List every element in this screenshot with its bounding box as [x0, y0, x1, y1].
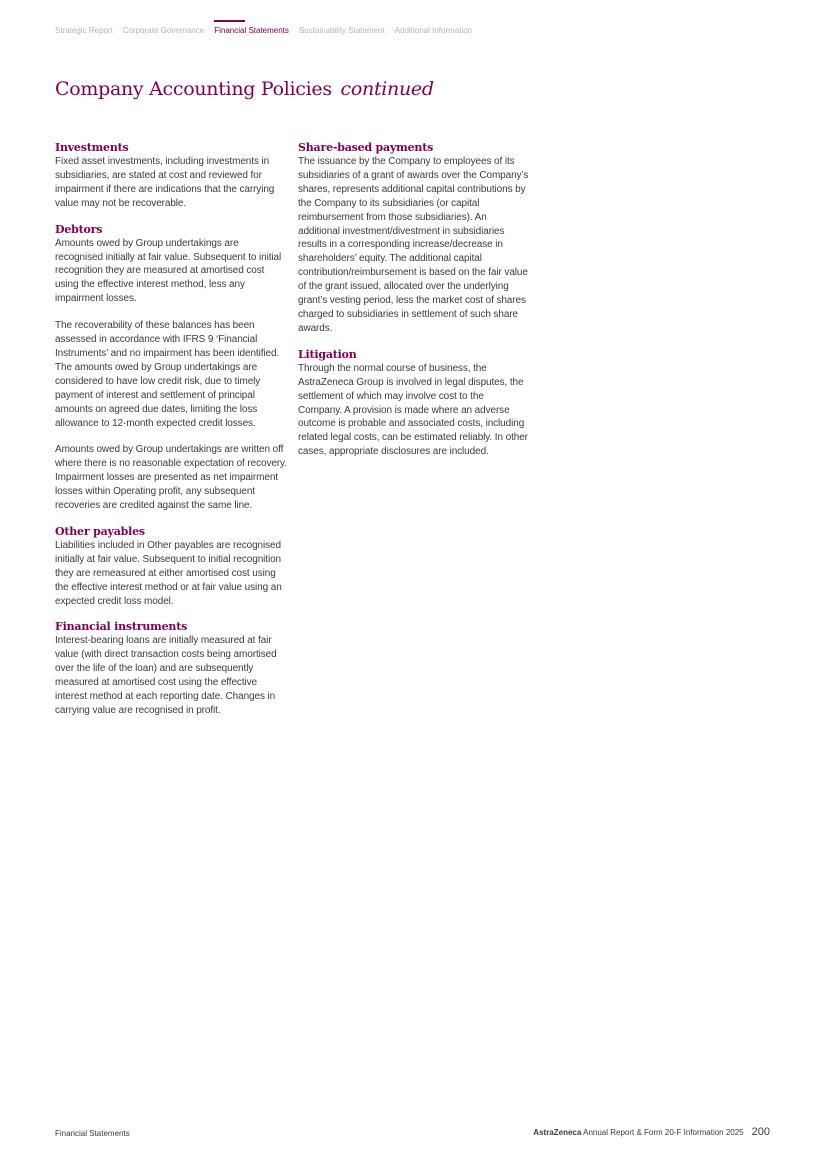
- investments-paragraph: Fixed asset investments, including investments in subsidiaries, are stated at cost and reviewed for impairment if there are indications that the carrying value may not be recoverable.: [55, 156, 275, 209]
- nav-sustainability-statement[interactable]: Sustainability Statement: [298, 26, 385, 35]
- litigation-heading: Litigation: [298, 347, 357, 361]
- top-navigation: [55, 20, 472, 42]
- section-financial-instruments: [55, 620, 287, 717]
- left-column: [55, 141, 287, 730]
- footer-report-info: [533, 1126, 770, 1138]
- financial-instruments-paragraph: Interest-bearing loans are initially measured at fair value (with direct transaction costs being amortised over the life of the loan) and are subsequently measured at amortised cost using the effective interest method at each reporting date. Changes in carrying value are recognised in profit.: [55, 635, 277, 716]
- section-litigation: [298, 348, 530, 459]
- page-title-main: Company Accounting Policies: [55, 78, 332, 100]
- nav-additional-information[interactable]: Additional Information: [394, 26, 473, 35]
- other-payables-heading: Other payables: [55, 524, 145, 538]
- financial-instruments-heading: Financial instruments: [55, 620, 188, 634]
- section-share-based-payments: [298, 141, 530, 336]
- right-column: [298, 141, 530, 471]
- debtors-paragraph-1: Amounts owed by Group undertakings are recognised initially at fair value. Subsequent to initial recognition they are measured at amortised cost using the effective interest method, less any impairment losses.: [55, 237, 282, 305]
- litigation-paragraph: Through the normal course of business, the AstraZeneca Group is involved in legal disputes, the settlement of which may involve cost to the Company. A provision is made where an adverse outcome is probable and associated costs, including related legal costs, can be estimated reliably. In other cases, appropriate disclosures are included.: [298, 362, 528, 458]
- debtors-paragraph-2: The recoverability of these balances has been assessed in accordance with IFRS 9 ‘Financial Instruments’ and no impairment has been identified. The amounts owed by Group undertakings are considered to have low credit risk, due to timely payment of interest and settlement of principal amounts on agreed due dates, limiting the loss allowance to 12-month expected credit losses.: [55, 320, 280, 429]
- page-title-continued: continued: [340, 78, 434, 100]
- share-based-payments-heading: Share-based payments: [298, 141, 434, 154]
- page-number: 200: [751, 1126, 770, 1138]
- section-debtors: [55, 223, 287, 513]
- nav-financial-statements[interactable]: Financial Statements: [214, 20, 289, 42]
- page-title: [55, 78, 434, 100]
- debtors-paragraph-3: Amounts owed by Group undertakings are written off where there is no reasonable expectation of recovery. Impairment losses are presented as net impairment losses within Operating profit, any subsequent recoveries are credited against the same line.: [55, 444, 287, 512]
- footer-section-label: Financial Statements: [55, 1129, 130, 1138]
- debtors-heading: Debtors: [55, 222, 103, 236]
- section-other-payables: [55, 525, 287, 609]
- footer-report-title: Annual Report & Form 20-F Information 2025: [583, 1128, 744, 1137]
- nav-strategic-report[interactable]: Strategic Report: [55, 26, 113, 35]
- section-investments: [55, 141, 287, 211]
- other-payables-paragraph: Liabilities included in Other payables are recognised initially at fair value. Subsequent to initial recognition they are remeasured at either amortised cost using the effective interest method or at fair value using an expected credit loss model.: [55, 539, 282, 607]
- footer-brand: AstraZeneca: [533, 1128, 582, 1137]
- investments-heading: Investments: [55, 141, 129, 154]
- share-based-payments-paragraph: The issuance by the Company to employees of its subsidiaries of a grant of awards over the Company’s shares, represents additional capital contributions by the Company to its subsidiaries (or capital reimbursement from those subsidiaries). An additional investment/divestment in subsidiaries results in a corresponding increase/decrease in shareholders’ equity. The additional capital contribution/reimbursement is based on the fair value of the grant issued, allocated over the underlying grant’s vesting period, less the market cost of shares charged to subsidiaries in settlement of such share awards.: [298, 156, 529, 334]
- nav-corporate-governance[interactable]: Corporate Governance: [122, 26, 205, 35]
